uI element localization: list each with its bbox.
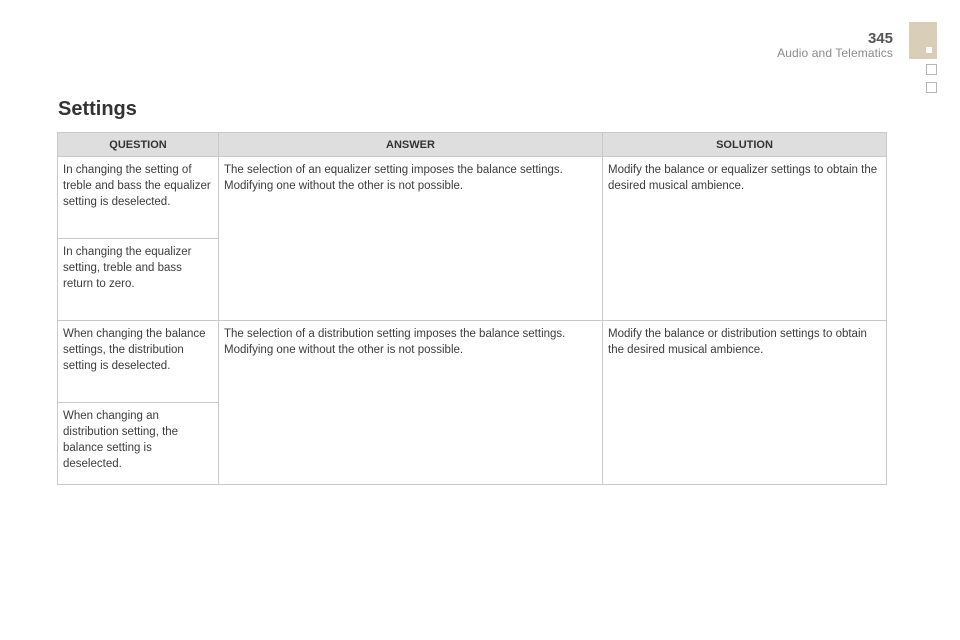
tab-marker-icon [926, 47, 932, 53]
faq-table [57, 132, 887, 485]
column-header-question: QUESTION [58, 133, 219, 157]
question-cell: When changing the balance settings, the distribution setting is deselected. [58, 321, 219, 403]
column-header-solution: SOLUTION [603, 133, 887, 157]
column-header-answer: ANSWER [219, 133, 603, 157]
page-number: 345 [867, 30, 893, 47]
chapter-tab-empty-icon [926, 82, 937, 93]
table-header-row [58, 133, 887, 157]
question-cell: In changing the equalizer setting, treble and bass return to zero. [58, 239, 219, 321]
answer-cell: The selection of an equalizer setting imposes the balance settings. Modifying one without the other is not possible. [219, 157, 603, 321]
section-name: Audio and Telematics [777, 46, 893, 60]
chapter-tab-empty-icon [926, 64, 937, 75]
answer-cell: The selection of a distribution setting imposes the balance settings. Modifying one without the other is not possible. [219, 321, 603, 485]
page-title: Settings [58, 98, 137, 120]
question-cell: When changing an distribution setting, the balance setting is deselected. [58, 403, 219, 485]
question-cell: In changing the setting of treble and bass the equalizer setting is deselected. [58, 157, 219, 239]
solution-cell: Modify the balance or distribution settings to obtain the desired musical ambience. [603, 321, 887, 485]
chapter-tab-active [909, 22, 937, 59]
table-row [58, 157, 887, 239]
table-row [58, 321, 887, 403]
solution-cell: Modify the balance or equalizer settings to obtain the desired musical ambience. [603, 157, 887, 321]
